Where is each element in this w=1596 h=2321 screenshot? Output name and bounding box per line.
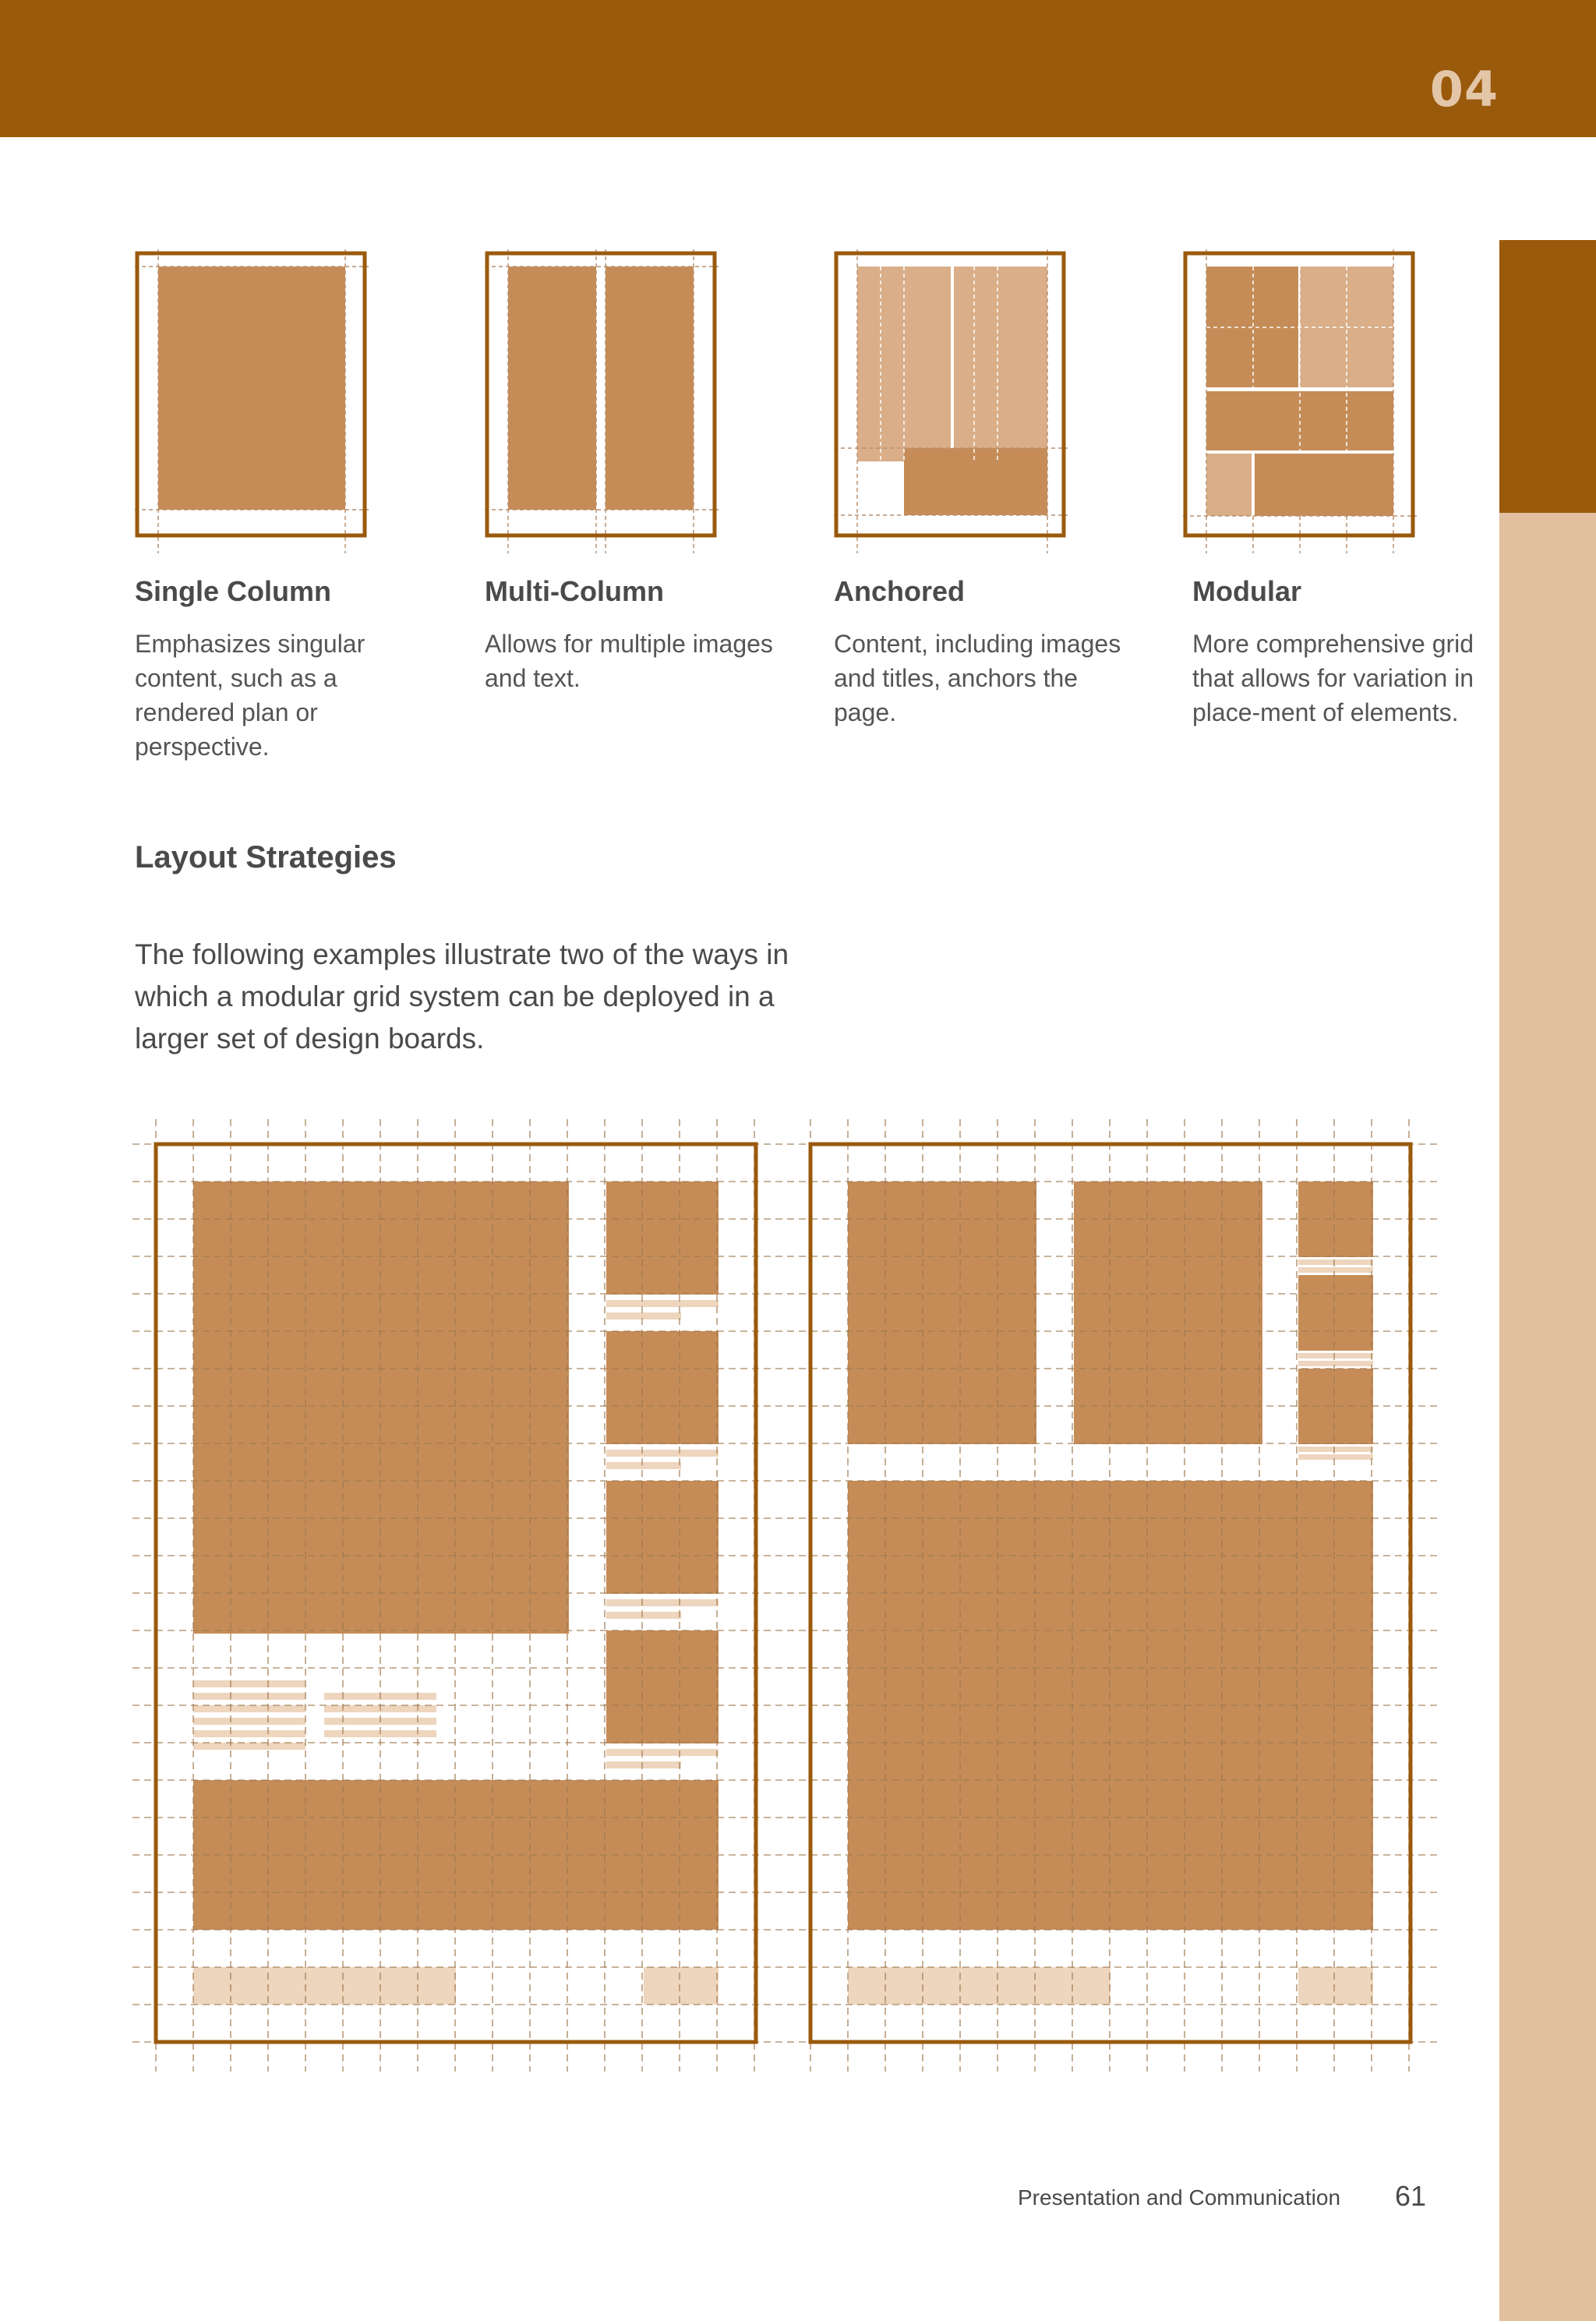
single-column-description: Emphasizes singular content, such as a rendered plan or perspective. [135, 630, 365, 761]
anchored-description: Content, including images and titles, anchors the page. [834, 630, 1121, 726]
modular-diagram [1183, 249, 1417, 553]
section-heading: Layout Strategies [135, 840, 397, 874]
anchored-title: Anchored [834, 575, 966, 607]
footer-label: Presentation and Communication [1018, 2185, 1341, 2210]
multi-column-description: Allows for multiple images and text. [485, 630, 773, 692]
section-intro: The following examples illustrate two of the ways in which a modular grid system can be deployed in a larger set of design boards. [135, 938, 789, 1055]
single-column-diagram [135, 249, 369, 553]
modular-title: Modular [1192, 575, 1301, 607]
page-number: 61 [1395, 2180, 1427, 2212]
multi-column-title: Multi-Column [485, 575, 664, 607]
chapter-number: 04 [1429, 61, 1499, 118]
multi-column-diagram [485, 249, 719, 553]
side-tab-dark [1499, 240, 1596, 513]
board-example-left [132, 1119, 787, 2072]
header-bar [0, 0, 1596, 137]
single-column-title: Single Column [135, 575, 331, 607]
modular-description: More comprehensive grid that allows for variation in place-ment of elements. [1192, 630, 1474, 726]
side-tab-light [1499, 513, 1596, 2321]
board-example-right [787, 1119, 1442, 2072]
anchored-diagram [834, 249, 1068, 553]
